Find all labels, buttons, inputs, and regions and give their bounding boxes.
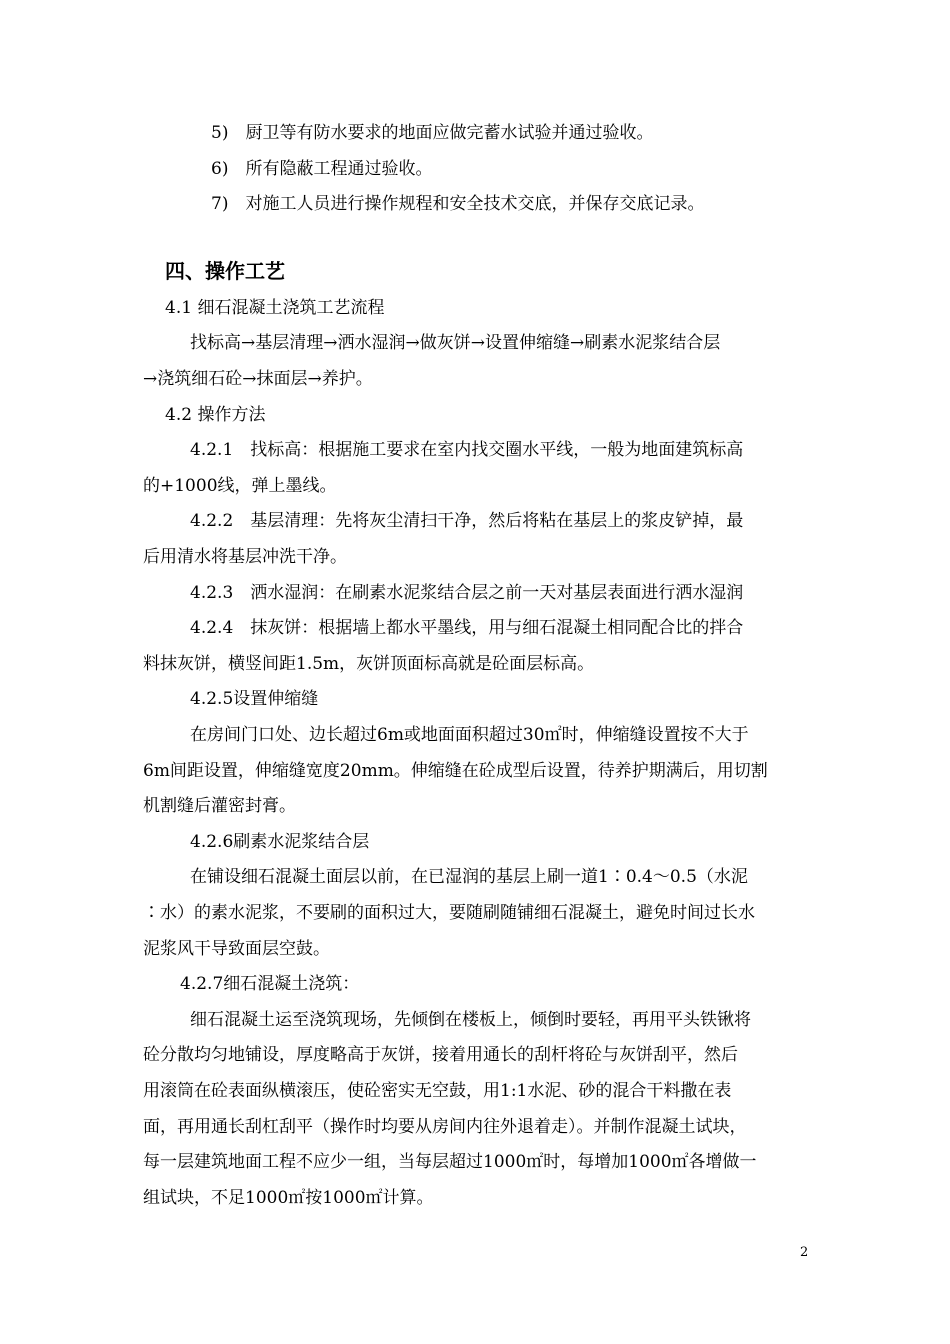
paragraph-line: 4.2.4 抹灰饼：根据墙上都水平墨线，用与细石混凝土相同配合比的拌合: [190, 618, 744, 638]
paragraph-line: 4.2.2 基层清理：先将灰尘清扫干净，然后将粘在基层上的浆皮铲掉，最: [190, 511, 744, 531]
paragraph-line: 用滚筒在砼表面纵横滚压，使砼密实无空鼓，用1:1水泥、砂的混合干料撒在表: [143, 1081, 732, 1101]
paragraph-line: ∶水）的素水泥浆，不要刷的面积过大，要随刷随铺细石混凝土，避免时间过长水: [143, 903, 755, 923]
paragraph-line: 的+1000线，弹上墨线。: [143, 476, 337, 496]
paragraph-line: 在房间门口处、边长超过6m或地面面积超过30㎡时，伸缩缝设置按不大于: [190, 725, 749, 745]
list-item-6: 6) 所有隐蔽工程通过验收。: [211, 159, 433, 179]
subsection-title: 4.2.5设置伸缩缝: [190, 689, 319, 709]
list-item-5: 5) 厨卫等有防水要求的地面应做完蓄水试验并通过验收。: [211, 123, 654, 143]
paragraph-line: 4.2.1 找标高：根据施工要求在室内找交圈水平线，一般为地面建筑标高: [190, 440, 744, 460]
paragraph-line: 砼分散均匀地铺设，厚度略高于灰饼，接着用通长的刮杆将砼与灰饼刮平，然后: [143, 1045, 738, 1065]
page-number: 2: [800, 1245, 809, 1260]
paragraph-line: 找标高→基层清理→洒水湿润→做灰饼→设置伸缩缝→刷素水泥浆结合层: [190, 333, 721, 353]
section-heading: 四、操作工艺: [165, 259, 285, 283]
paragraph-line: 在铺设细石混凝土面层以前，在已湿润的基层上刷一道1∶0.4～0.5（水泥: [190, 867, 748, 887]
subsection-title: 4.2.7细石混凝土浇筑：: [180, 974, 360, 994]
paragraph-line: 细石混凝土运至浇筑现场，先倾倒在楼板上，倾倒时要轻，再用平头铁锹将: [190, 1010, 751, 1030]
paragraph-line: 6m间距设置，伸缩缝宽度20mm。伸缩缝在砼成型后设置，待养护期满后，用切割: [143, 761, 768, 781]
paragraph-line: 4.2.3 洒水湿润：在刷素水泥浆结合层之前一天对基层表面进行洒水湿润: [190, 583, 744, 603]
paragraph-line: 泥浆风干导致面层空鼓。: [143, 939, 330, 959]
paragraph-line: 组试块，不足1000㎡按1000㎡计算。: [143, 1188, 434, 1208]
paragraph-line: 料抹灰饼，横竖间距1.5m，灰饼顶面标高就是砼面层标高。: [143, 654, 595, 674]
paragraph-line: 每一层建筑地面工程不应少一组，当每层超过1000㎡时，每增加1000㎡各增做一: [143, 1152, 757, 1172]
paragraph-line: 面，再用通长刮杠刮平（操作时均要从房间内往外退着走）。并制作混凝土试块，: [143, 1117, 747, 1137]
subsection-title: 4.1 细石混凝土浇筑工艺流程: [165, 298, 385, 318]
paragraph-line: 后用清水将基层冲洗干净。: [143, 547, 347, 567]
list-item-7: 7) 对施工人员进行操作规程和安全技术交底，并保存交底记录。: [211, 194, 705, 214]
subsection-title: 4.2.6刷素水泥浆结合层: [190, 832, 370, 852]
subsection-title: 4.2 操作方法: [165, 405, 266, 425]
paragraph-line: 机割缝后灌密封膏。: [143, 796, 296, 816]
paragraph-line: →浇筑细石砼→抹面层→养护。: [143, 369, 373, 389]
